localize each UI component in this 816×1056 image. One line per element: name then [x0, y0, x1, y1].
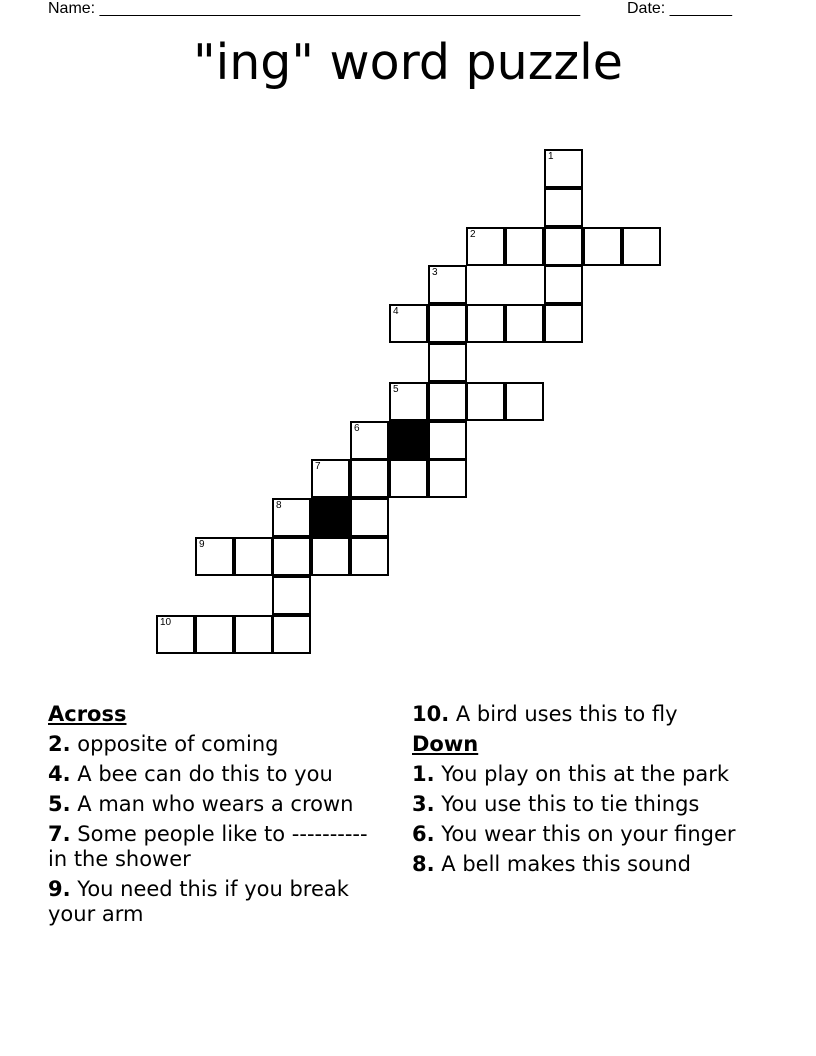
clue-number: 6.	[412, 822, 435, 846]
page-title: "ing" word puzzle	[193, 34, 623, 91]
grid-cell[interactable]	[428, 304, 467, 343]
clue-number: 8.	[412, 852, 435, 876]
grid-cell[interactable]	[311, 459, 350, 498]
grid-cell[interactable]	[428, 265, 467, 304]
across-clue	[48, 762, 393, 787]
clue-text: You play on this at the park	[441, 762, 730, 786]
clue-text: You need this if you break your arm	[48, 877, 349, 926]
grid-block	[311, 498, 350, 537]
clue-text: A bee can do this to you	[77, 762, 333, 786]
down-heading: Down	[412, 732, 479, 756]
grid-cell[interactable]	[311, 537, 350, 576]
grid-cell[interactable]	[389, 304, 428, 343]
clue-text: opposite of coming	[77, 732, 279, 756]
clue-text: You wear this on your finger	[441, 822, 736, 846]
across-clue	[48, 792, 393, 817]
grid-cell[interactable]	[544, 265, 583, 304]
grid-cell[interactable]	[544, 149, 583, 188]
across-clue	[48, 822, 393, 872]
clue-text: A bell makes this sound	[441, 852, 691, 876]
across-clue	[412, 702, 757, 727]
date-field-label: Date: _______	[627, 0, 732, 17]
clue-number-label: 1	[548, 151, 554, 162]
clue-text: Some people like to ---------- in the shower	[48, 822, 368, 871]
clue-number-label: 3	[432, 267, 438, 278]
clues-right-column	[412, 702, 757, 882]
grid-cell[interactable]	[428, 459, 467, 498]
grid-block	[389, 421, 428, 460]
clue-number-label: 2	[470, 229, 476, 240]
clue-number: 5.	[48, 792, 71, 816]
grid-cell[interactable]	[389, 459, 428, 498]
grid-cell[interactable]	[272, 576, 311, 615]
grid-cell[interactable]	[156, 615, 195, 654]
clue-number: 1.	[412, 762, 435, 786]
grid-cell[interactable]	[428, 343, 467, 382]
grid-cell[interactable]	[272, 537, 311, 576]
clue-number: 7.	[48, 822, 71, 846]
name-field-label: Name: ______________________________________________________	[48, 0, 581, 17]
grid-cell[interactable]	[428, 421, 467, 460]
grid-cell[interactable]	[466, 227, 505, 266]
grid-cell[interactable]	[350, 421, 389, 460]
clue-number-label: 4	[393, 306, 399, 317]
grid-cell[interactable]	[389, 382, 428, 421]
clue-text: A man who wears a crown	[77, 792, 354, 816]
grid-cell[interactable]	[272, 498, 311, 537]
across-clue	[48, 732, 393, 757]
clue-number-label: 8	[276, 500, 282, 511]
clue-number-label: 7	[315, 461, 321, 472]
down-clue	[412, 762, 757, 787]
grid-cell[interactable]	[195, 537, 234, 576]
grid-cell[interactable]	[350, 459, 389, 498]
grid-cell[interactable]	[622, 227, 661, 266]
clue-text: You use this to tie things	[441, 792, 700, 816]
clue-text: A bird uses this to fly	[455, 702, 678, 726]
clue-number-label: 9	[199, 539, 205, 550]
down-clue	[412, 822, 757, 847]
grid-cell[interactable]	[505, 227, 544, 266]
clue-number: 2.	[48, 732, 71, 756]
grid-cell[interactable]	[272, 615, 311, 654]
clue-number-label: 6	[354, 423, 360, 434]
clue-number: 10.	[412, 702, 450, 726]
grid-cell[interactable]	[195, 615, 234, 654]
clue-number-label: 10	[160, 617, 172, 628]
clue-number-label: 5	[393, 384, 399, 395]
grid-cell[interactable]	[544, 188, 583, 227]
down-clue	[412, 852, 757, 877]
grid-cell[interactable]	[505, 382, 544, 421]
down-clue	[412, 792, 757, 817]
grid-cell[interactable]	[505, 304, 544, 343]
across-clue	[48, 877, 393, 927]
grid-cell[interactable]	[428, 382, 467, 421]
grid-cell[interactable]	[466, 382, 505, 421]
grid-cell[interactable]	[544, 304, 583, 343]
grid-cell[interactable]	[234, 537, 273, 576]
grid-cell[interactable]	[544, 227, 583, 266]
clues-left-column	[48, 702, 393, 932]
clue-number: 3.	[412, 792, 435, 816]
clue-number: 9.	[48, 877, 71, 901]
grid-cell[interactable]	[234, 615, 273, 654]
grid-cell[interactable]	[350, 537, 389, 576]
across-heading: Across	[48, 702, 127, 726]
clue-number: 4.	[48, 762, 71, 786]
grid-cell[interactable]	[466, 304, 505, 343]
grid-cell[interactable]	[350, 498, 389, 537]
grid-cell[interactable]	[583, 227, 622, 266]
